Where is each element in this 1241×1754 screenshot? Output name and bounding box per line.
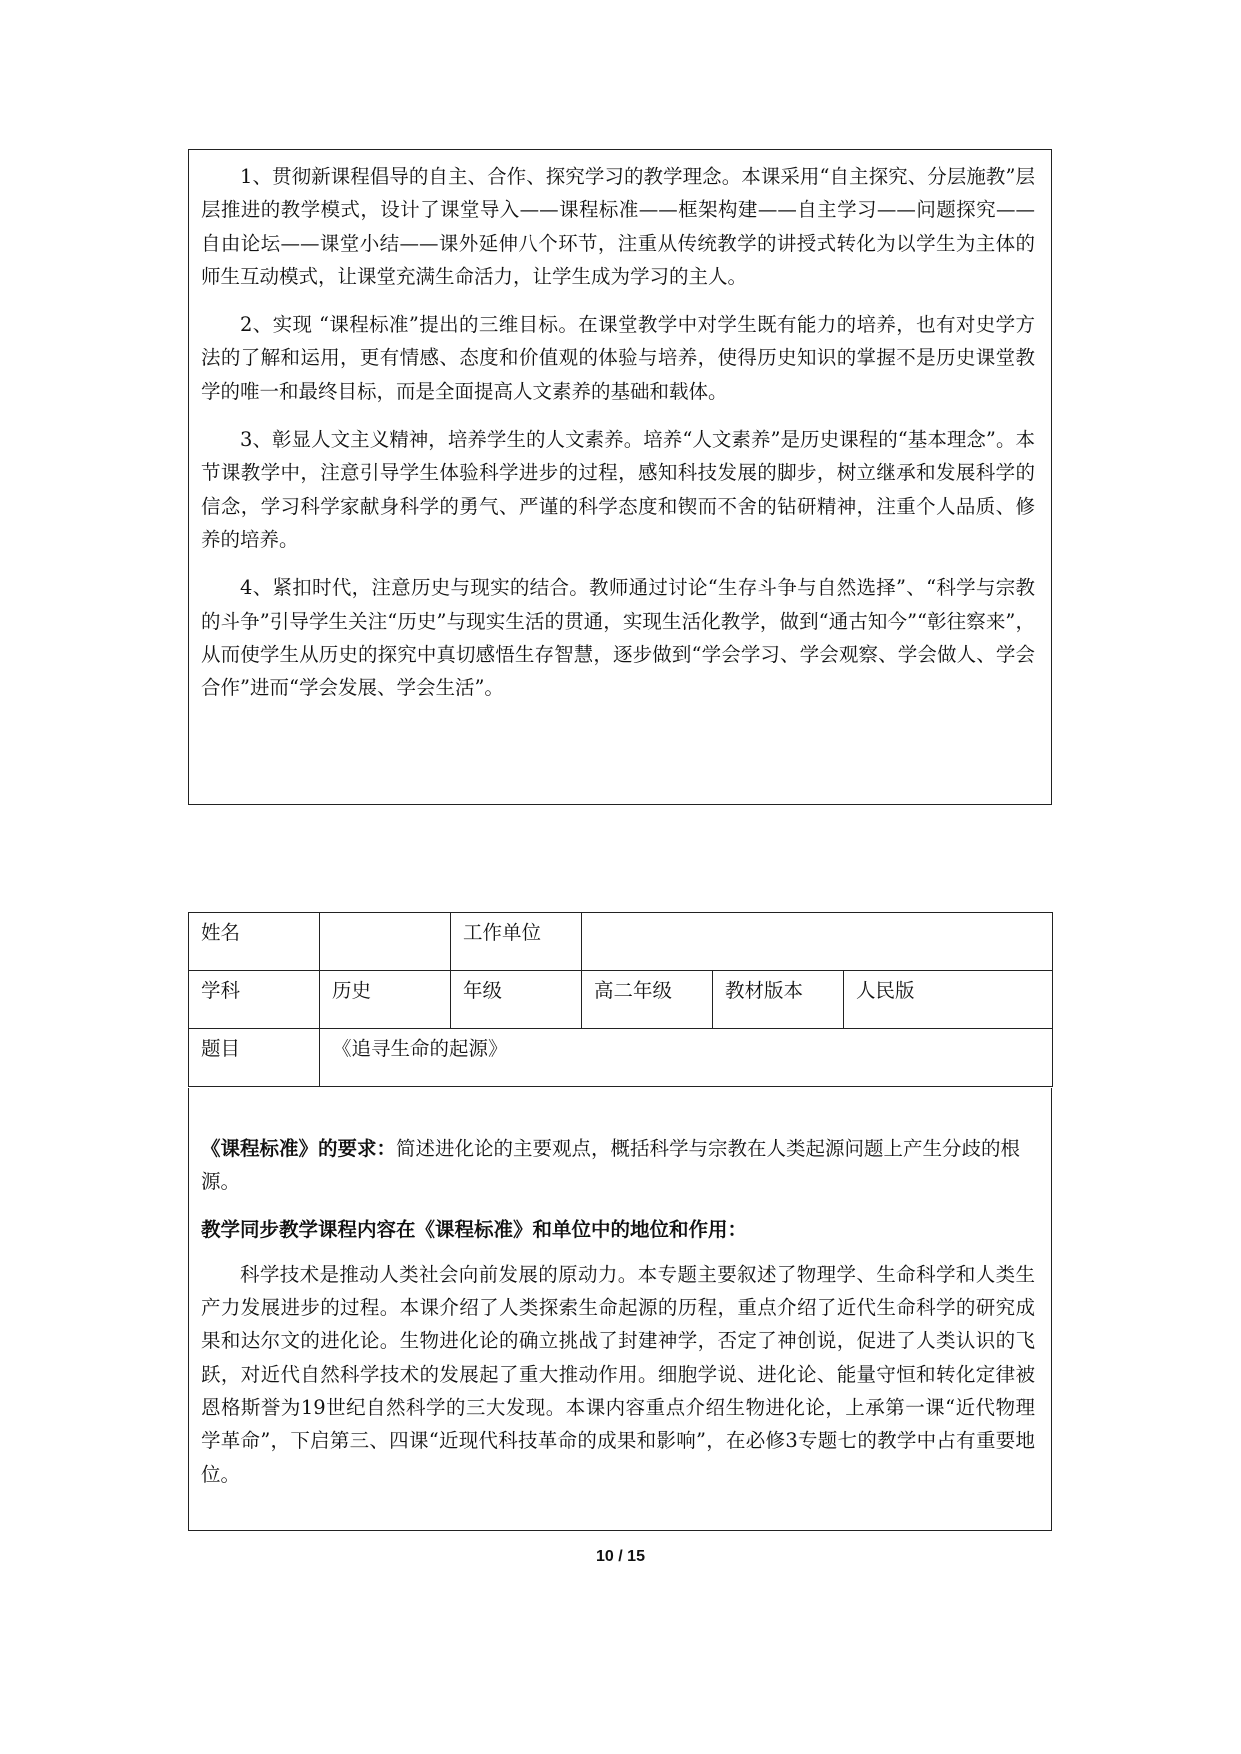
unit-label: 工作单位 (451, 913, 582, 971)
table-row (189, 913, 1053, 971)
grade-label: 年级 (451, 971, 582, 1029)
standard-requirement (201, 1132, 1035, 1199)
standard-label: 《课程标准》的要求： (201, 1137, 397, 1160)
unit-value (582, 913, 1053, 971)
paragraph-2: 2、实现 “课程标准”提出的三维目标。在课堂教学中对学生既有能力的培养，也有对史学方法的了解和运用，更有情感、态度和价值观的体验与培养，使得历史知识的掌握不是历史课堂教学的唯一和最终目标，而是全面提高人文素养的基础和载体。 (201, 313, 1035, 403)
position-text: 科学技术是推动人类社会向前发展的原动力。本专题主要叙述了物理学、生命科学和人类生产力发展进步的过程。本课介绍了人类探索生命起源的历程，重点介绍了近代生命科学的研究成果和达尔文的进化论。生物进化论的确立挑战了封建神学，否定了神创说，促进了人类认识的飞跃，对近代自然科学技术的发展起了重大推动作用。细胞学说、进化论、能量守恒和转化定律被恩格斯誉为19世纪自然科学的三大发现。本课内容重点介绍生物进化论，上承第一课“近代物理学革命”，下启第三、四课“近现代科技革命的成果和影响”，在必修3专题七的教学中占有重要地位。 (201, 1262, 1035, 1486)
paragraph-1: 1、贯彻新课程倡导的自主、合作、探究学习的教学理念。本课采用“自主探究、分层施教”层层推进的教学模式，设计了课堂导入——课程标准——框架构建——自主学习——问题探究——自由论坛——课堂小结——课外延伸八个环节，注重从传统教学的讲授式转化为以学生为主体的师生互动模式，让课堂充满生命活力，让学生成为学习的主人。 (201, 165, 1035, 288)
topic-value: 《追寻生命的起源》 (320, 1029, 1053, 1087)
lesson-info-table (188, 912, 1053, 1087)
topic-label: 题目 (189, 1029, 320, 1087)
name-value (320, 913, 451, 971)
edition-value: 人民版 (844, 971, 1053, 1029)
table-row (189, 971, 1053, 1029)
table-row (189, 1029, 1053, 1087)
position-heading: 教学同步教学课程内容在《课程标准》和单位中的地位和作用： (201, 1217, 748, 1241)
page-number: 10 / 15 (596, 1548, 645, 1565)
name-label: 姓名 (189, 913, 320, 971)
grade-value: 高二年级 (582, 971, 713, 1029)
standard-text: 简述进化论的主要观点，概括科学与宗教在人类起源问题上产生分歧的根源。 (201, 1137, 1021, 1194)
course-content-box (188, 1088, 1052, 1531)
subject-label: 学科 (189, 971, 320, 1029)
paragraph-4: 4、紧扣时代，注意历史与现实的结合。教师通过讨论“生存斗争与自然选择”、“科学与宗教的斗争”引导学生关注“历史”与现实生活的贯通，实现生活化教学，做到“通古知今”“彰往察来”，从而使学生从历史的探究中真切感悟生存智慧，逐步做到“学会学习、学会观察、学会做人、学会合作”进而“学会发展、学会生活”。 (201, 576, 1035, 700)
paragraph-3: 3、彰显人文主义精神，培养学生的人文素养。培养“人文素养”是历史课程的“基本理念”。本节课教学中，注意引导学生体验科学进步的过程，感知科技发展的脚步，树立继承和发展科学的信念，学习科学家献身科学的勇气、严谨的科学态度和锲而不舍的钻研精神，注重个人品质、修养的培养。 (201, 428, 1035, 551)
subject-value: 历史 (320, 971, 451, 1029)
edition-label: 教材版本 (713, 971, 844, 1029)
teaching-philosophy-box (188, 149, 1052, 805)
